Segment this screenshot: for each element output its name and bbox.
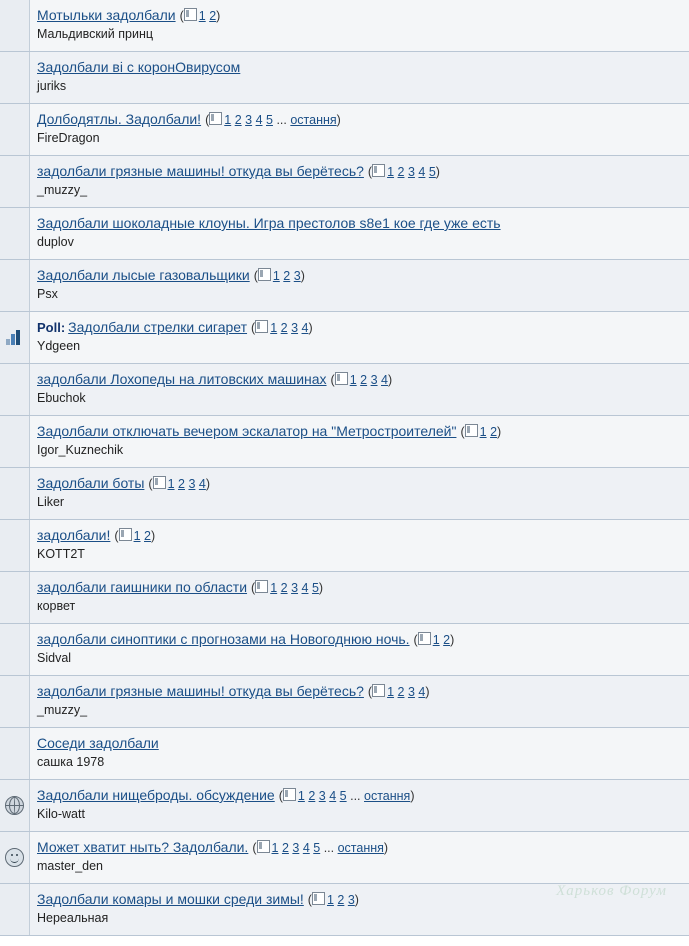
last-page-link[interactable]: остання	[290, 113, 337, 127]
page-link[interactable]: 4	[381, 373, 388, 387]
page-link[interactable]: 2	[397, 165, 405, 179]
page-link[interactable]: 2	[337, 893, 345, 907]
topic-title-line	[37, 162, 681, 181]
topic-author: корвет	[37, 599, 76, 613]
paren-close: )	[150, 529, 156, 543]
paren-open: (	[205, 113, 210, 127]
paren-open: (	[251, 581, 256, 595]
topic-title-link[interactable]: задолбали грязные машины! откуда вы берётесь?	[37, 163, 364, 179]
page-link[interactable]: 3	[245, 113, 253, 127]
page-link[interactable]: 2	[280, 581, 288, 595]
topic-content	[30, 728, 689, 779]
pages-icon	[209, 112, 222, 125]
page-link[interactable]: 2	[397, 685, 405, 699]
topic-icon-cell	[0, 364, 30, 415]
paren-open: (	[278, 789, 283, 803]
page-link[interactable]: 1	[271, 841, 279, 855]
topic-row[interactable]	[0, 156, 689, 208]
topic-row[interactable]	[0, 364, 689, 416]
topic-title-link[interactable]: Долбодятлы. Задолбали!	[37, 111, 202, 127]
paren-close: )	[336, 113, 341, 127]
last-page-link[interactable]: остання	[364, 789, 411, 803]
topic-icon-cell	[0, 0, 30, 51]
page-link[interactable]: 2	[144, 529, 151, 543]
topic-content	[30, 208, 689, 259]
topic-title-link[interactable]: Задолбали нищеброды. обсуждение	[37, 787, 275, 803]
page-link[interactable]: 3	[370, 373, 378, 387]
topic-author: KOTT2T	[37, 547, 85, 561]
topic-content	[30, 780, 689, 831]
pages-ellipsis: ...	[276, 113, 287, 127]
paren-close: )	[216, 9, 221, 23]
page-link[interactable]: 4	[329, 789, 337, 803]
topic-title-link[interactable]: задолбали гаишники по области	[37, 579, 248, 595]
topic-title-link[interactable]: Задолбали комары и мошки среди зимы!	[37, 891, 304, 907]
topic-author: Нереальная	[37, 911, 109, 925]
pages-icon	[153, 476, 166, 489]
pages-icon	[312, 892, 325, 905]
topic-row[interactable]	[0, 312, 689, 364]
topic-title-link[interactable]: задолбали Лохопеды на литовских машинах	[37, 371, 327, 387]
topic-content	[30, 468, 689, 519]
topic-row[interactable]	[0, 208, 689, 260]
pages-icon	[119, 528, 132, 541]
paren-open: (	[251, 321, 256, 335]
topic-row[interactable]	[0, 780, 689, 832]
topic-content	[30, 572, 689, 623]
topic-title-link[interactable]: задолбали!	[37, 527, 111, 543]
page-links	[205, 113, 341, 127]
topic-title-link[interactable]: задолбали синоптики с прогнозами на Новогоднюю ночь.	[37, 631, 410, 647]
topic-title-link[interactable]: Может хватит ныть? Задолбали.	[37, 839, 249, 855]
topic-icon-cell	[0, 468, 30, 519]
page-link[interactable]: 2	[209, 9, 217, 23]
topic-content	[30, 0, 689, 51]
page-link[interactable]: 1	[479, 425, 487, 439]
page-link[interactable]: 3	[347, 893, 355, 907]
topic-title-line	[37, 214, 681, 233]
topic-content	[30, 520, 689, 571]
topic-title-line	[37, 422, 681, 441]
page-link[interactable]: 5	[339, 789, 347, 803]
page-links	[180, 9, 221, 23]
page-link[interactable]: 2	[308, 789, 316, 803]
page-link[interactable]: 1	[432, 633, 440, 647]
topic-author: _muzzy_	[37, 183, 88, 197]
page-link[interactable]: 3	[188, 477, 196, 491]
page-link[interactable]: 5	[311, 581, 319, 595]
pages-icon	[258, 268, 271, 281]
pages-icon	[283, 788, 296, 801]
paren-open: (	[330, 373, 335, 387]
page-links	[148, 477, 210, 491]
smiley-icon	[5, 848, 24, 867]
paren-open: (	[252, 841, 257, 855]
topic-content	[30, 884, 689, 935]
pages-icon	[372, 684, 385, 697]
topic-icon-cell	[0, 884, 30, 935]
topic-row[interactable]	[0, 52, 689, 104]
page-link[interactable]: 1	[387, 165, 395, 179]
topic-author: master_den	[37, 859, 104, 873]
topic-author: FireDragon	[37, 131, 100, 145]
topic-icon-cell	[0, 624, 30, 675]
paren-close: )	[383, 841, 389, 855]
topic-row[interactable]	[0, 260, 689, 312]
page-link[interactable]: 1	[167, 477, 175, 491]
paren-close: )	[205, 477, 211, 491]
topic-title-link[interactable]: задолбали грязные машины! откуда вы берётесь?	[37, 683, 364, 699]
topic-icon-cell	[0, 572, 30, 623]
pages-ellipsis: ...	[350, 789, 361, 803]
pages-icon	[418, 632, 431, 645]
page-link[interactable]: 2	[280, 321, 288, 335]
topic-row[interactable]	[0, 832, 689, 884]
topic-title-line	[37, 630, 681, 649]
page-link[interactable]: 2	[234, 113, 242, 127]
topic-icon-cell	[0, 416, 30, 467]
topic-row[interactable]	[0, 468, 689, 520]
topic-author: Psx	[37, 287, 58, 301]
topic-icon-cell	[0, 520, 30, 571]
page-links	[114, 529, 155, 543]
topic-title-link[interactable]: Задолбали шоколадные клоуны. Игра престолов s8e1 кое где уже есть	[37, 215, 501, 231]
topic-title-line	[37, 734, 681, 753]
pages-icon	[255, 580, 268, 593]
page-link[interactable]: 2	[360, 373, 368, 387]
topic-author: Ebuchok	[37, 391, 86, 405]
topic-title-line	[37, 370, 681, 389]
paren-close: )	[435, 165, 440, 179]
paren-close: )	[450, 633, 455, 647]
topic-content	[30, 832, 689, 883]
topic-title-line	[37, 838, 681, 857]
page-links	[254, 269, 305, 283]
last-page-link[interactable]: остання	[337, 841, 384, 855]
page-links	[279, 789, 415, 803]
page-link[interactable]: 4	[301, 321, 309, 335]
page-link[interactable]: 1	[349, 373, 357, 387]
topic-author: Liker	[37, 495, 65, 509]
page-links	[368, 165, 440, 179]
topic-icon-cell	[0, 780, 30, 831]
topic-title-link[interactable]: Задолбали лысые газовальщики	[37, 267, 250, 283]
topic-title-link[interactable]: Соседи задолбали	[37, 735, 159, 751]
page-link[interactable]: 1	[270, 581, 278, 595]
pages-icon	[257, 840, 270, 853]
page-link[interactable]: 2	[283, 269, 291, 283]
topic-title-line	[37, 474, 681, 493]
page-link[interactable]: 3	[291, 321, 299, 335]
page-link[interactable]: 4	[418, 685, 426, 699]
page-links	[251, 581, 323, 595]
page-link[interactable]: 1	[387, 685, 395, 699]
topic-icon-cell	[0, 52, 30, 103]
page-link[interactable]: 3	[292, 841, 300, 855]
topic-title-link[interactable]: Задолбали боты	[37, 475, 145, 491]
paren-close: )	[497, 425, 502, 439]
paren-open: (	[367, 165, 373, 179]
page-link[interactable]: 2	[178, 477, 185, 491]
page-link[interactable]: 1	[270, 321, 278, 335]
poll-prefix-label: Poll:	[37, 320, 66, 335]
page-link[interactable]: 1	[224, 113, 232, 127]
topic-author: juriks	[37, 79, 67, 93]
topic-title-link[interactable]: Задолбали стрелки сигарет	[68, 319, 248, 335]
paren-close: )	[318, 581, 324, 595]
page-link[interactable]: 5	[266, 113, 273, 127]
topic-row[interactable]	[0, 520, 689, 572]
page-link[interactable]: 3	[291, 581, 299, 595]
topic-author: duplov	[37, 235, 74, 249]
topic-content	[30, 676, 689, 727]
topic-row[interactable]	[0, 0, 689, 52]
topic-author: Sidval	[37, 651, 72, 665]
paren-open: (	[413, 633, 418, 647]
topic-row[interactable]	[0, 416, 689, 468]
page-link[interactable]: 4	[255, 113, 263, 127]
pages-icon	[335, 372, 348, 385]
page-links	[251, 321, 313, 335]
topic-content	[30, 260, 689, 311]
topic-row[interactable]	[0, 104, 689, 156]
poll-chart-icon	[6, 330, 23, 345]
topic-title-line	[37, 266, 681, 285]
globe-icon	[5, 796, 24, 815]
topic-icon-cell	[0, 832, 30, 883]
topic-content	[30, 364, 689, 415]
paren-close: )	[308, 321, 313, 335]
topic-title-line	[37, 526, 681, 545]
topic-icon-cell	[0, 676, 30, 727]
paren-close: )	[425, 685, 430, 699]
topic-title-link[interactable]: Задолбали ві с коронОвирусом	[37, 59, 241, 75]
topic-title-line	[37, 578, 681, 597]
page-link[interactable]: 1	[272, 269, 280, 283]
topic-author: Мальдивский принц	[37, 27, 154, 41]
topic-content	[30, 52, 689, 103]
pages-icon	[184, 8, 197, 21]
topic-content	[30, 312, 689, 363]
paren-open: (	[367, 685, 373, 699]
topic-title-line	[37, 110, 681, 129]
topic-icon-cell	[0, 208, 30, 259]
topic-icon-cell	[0, 260, 30, 311]
page-link[interactable]: 5	[428, 165, 436, 179]
page-link[interactable]: 3	[318, 789, 326, 803]
paren-open: (	[179, 9, 184, 23]
topic-row[interactable]	[0, 624, 689, 676]
paren-close: )	[410, 789, 415, 803]
topic-title-line	[37, 786, 681, 805]
topic-author: сашка 1978	[37, 755, 105, 769]
pages-icon	[372, 164, 385, 177]
page-link[interactable]: 4	[418, 165, 426, 179]
topic-row[interactable]	[0, 728, 689, 780]
page-link[interactable]: 1	[198, 9, 206, 23]
pages-icon	[255, 320, 268, 333]
page-link[interactable]: 4	[302, 841, 310, 855]
page-link[interactable]: 3	[407, 165, 415, 179]
topic-row[interactable]	[0, 884, 689, 936]
pages-icon	[465, 424, 478, 437]
watermark: Харьков Форум	[556, 883, 667, 899]
topic-title-link[interactable]: Мотыльки задолбали	[37, 7, 176, 23]
topic-content	[30, 416, 689, 467]
paren-close: )	[387, 373, 393, 387]
paren-open: (	[460, 425, 465, 439]
page-link[interactable]: 4	[301, 581, 309, 595]
topic-icon-cell	[0, 312, 30, 363]
page-link[interactable]: 2	[281, 841, 289, 855]
paren-open: (	[307, 893, 312, 907]
topic-row[interactable]	[0, 676, 689, 728]
page-link[interactable]: 1	[297, 789, 305, 803]
topic-content	[30, 104, 689, 155]
paren-close: )	[354, 893, 359, 907]
page-link[interactable]: 1	[326, 893, 334, 907]
topic-title-line	[37, 6, 681, 25]
page-links	[308, 893, 359, 907]
page-link[interactable]: 2	[490, 425, 498, 439]
page-links	[331, 373, 393, 387]
topic-author: Ydgeen	[37, 339, 81, 353]
topic-icon-cell	[0, 728, 30, 779]
topic-icon-cell	[0, 156, 30, 207]
page-link[interactable]: 3	[407, 685, 415, 699]
page-link[interactable]: 2	[443, 633, 451, 647]
topic-title-line	[37, 682, 681, 701]
page-links	[368, 685, 430, 699]
page-link[interactable]: 3	[293, 269, 301, 283]
topic-content	[30, 624, 689, 675]
topic-author: Kilo-watt	[37, 807, 85, 821]
topic-row[interactable]	[0, 572, 689, 624]
topic-title-line	[37, 890, 681, 909]
page-links	[460, 425, 501, 439]
topic-title-line	[37, 58, 681, 77]
topic-icon-cell	[0, 104, 30, 155]
page-links	[252, 841, 388, 855]
paren-open: (	[253, 269, 258, 283]
paren-open: (	[148, 477, 153, 491]
topic-title-link[interactable]: Задолбали отключать вечером эскалатор на "Метростроителей"	[37, 423, 457, 439]
topic-author: Igor_Kuznechik	[37, 443, 124, 457]
topic-title-line	[37, 318, 681, 337]
page-link[interactable]: 1	[133, 529, 141, 543]
page-links	[414, 633, 455, 647]
page-link[interactable]: 5	[313, 841, 321, 855]
pages-ellipsis: ...	[323, 841, 335, 855]
paren-close: )	[300, 269, 305, 283]
page-link[interactable]: 4	[198, 477, 206, 491]
topic-author: _muzzy_	[37, 703, 88, 717]
paren-open: (	[114, 529, 119, 543]
topic-content	[30, 156, 689, 207]
